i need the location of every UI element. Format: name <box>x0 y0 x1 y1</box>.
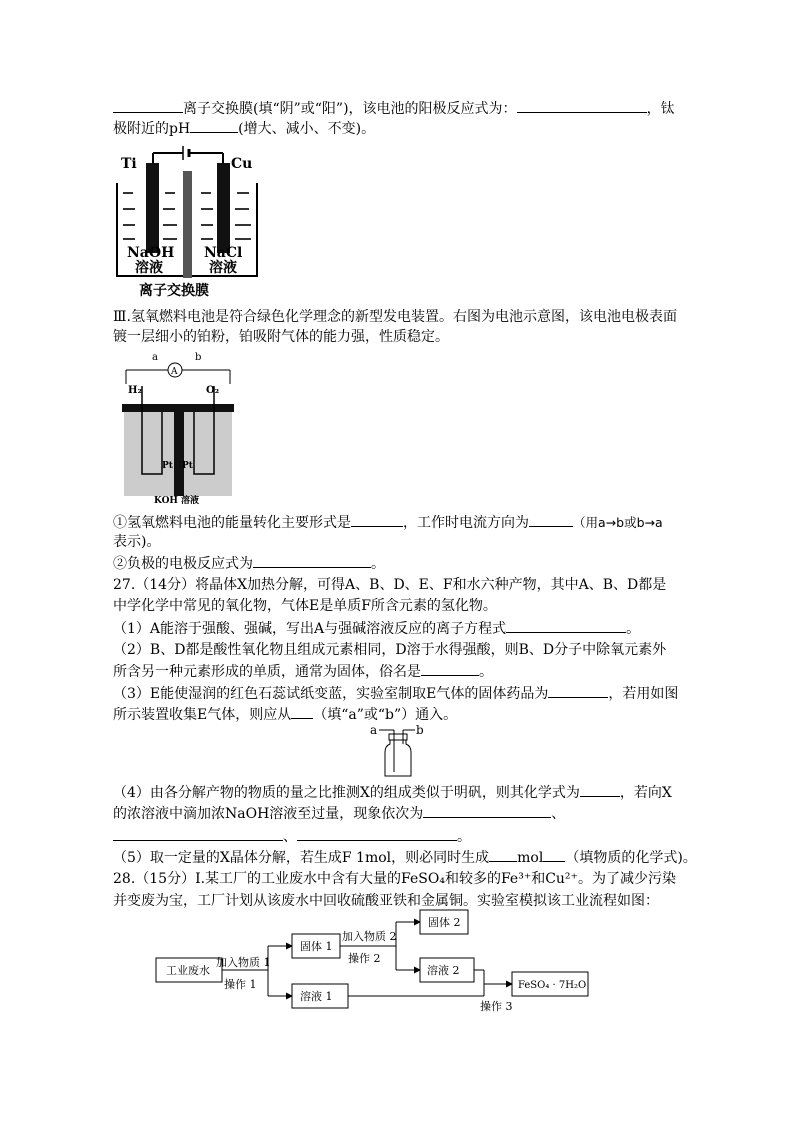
text-line: （5）取一定量的X晶体分解，若生成F 1mol，则必同时生成 mol （填物质的化学式)。 <box>113 847 683 868</box>
text-line: ①氢氧燃料电池的能量转化主要形式是 ，工作时电流方向为 （用a→b或b→a <box>113 512 683 533</box>
svg-text:工业废水: 工业废水 <box>166 964 210 977</box>
text-line: 所示装置收集E气体，则应从 （填“a”或“b”）通入。 <box>113 704 683 725</box>
answer-blank[interactable] <box>489 847 517 862</box>
answer-blank[interactable] <box>113 98 183 113</box>
label-pt-right: Pt <box>182 461 193 471</box>
answer-blank[interactable] <box>351 512 403 527</box>
label-op1: 操作 1 <box>224 978 257 991</box>
question-28-stem: 28.（15分）Ⅰ.某工厂的工业废水中含有大量的FeSO₄和较多的Fe³⁺和Cu²⁺。为了减少污染 <box>113 871 676 887</box>
label-o2: O₂ <box>206 385 220 396</box>
answer-blank[interactable] <box>421 661 479 676</box>
answer-blank[interactable] <box>529 512 573 527</box>
text-line: 中学化学中常见的氧化物，气体E是单质F所含元素的氢化物。 <box>113 598 497 614</box>
answer-blank[interactable] <box>253 553 371 568</box>
text-line: 的浓溶液中滴加浓NaOH溶液至过量，现象依次为 、 <box>113 803 683 824</box>
text-line: （2）B、D都是酸性氧化物且组成元素相同，D溶于水得强酸，则B、D分子中除氧元素外 <box>113 642 667 658</box>
ion-exchange-membrane <box>183 171 192 278</box>
answer-blank[interactable] <box>291 704 313 719</box>
answer-blank[interactable] <box>113 826 283 841</box>
svg-text:FeSO₄ · 7H₂O: FeSO₄ · 7H₂O <box>518 980 587 991</box>
svg-text:溶液 1: 溶液 1 <box>300 990 333 1003</box>
answer-blank[interactable] <box>580 782 620 797</box>
process-flowchart <box>150 906 600 1016</box>
question-27-stem: 27.（14分）将晶体X加热分解，可得A、B、D、E、F和水六种产物，其中A、B、D都是 <box>113 577 667 593</box>
ammeter-label: A <box>171 367 178 377</box>
label-naoh: NaOH <box>127 245 175 261</box>
answer-blank[interactable] <box>423 803 551 818</box>
label-add1: 加入物质 1 <box>216 956 271 969</box>
svg-text:溶液 2: 溶液 2 <box>427 964 460 977</box>
text-line: 镀一层细小的铂粉，铂吸附气体的能力强，性质稳定。 <box>113 329 449 345</box>
bottle-label-a: a <box>370 723 378 737</box>
answer-blank[interactable] <box>517 98 647 113</box>
text-line: （4）由各分解产物的物质的量之比推测X的组成类似于明矾，则其化学式为 ，若向X <box>113 782 683 803</box>
answer-blank[interactable] <box>543 847 565 862</box>
text-line: 表示)。 <box>113 534 161 550</box>
label-ti: Ti <box>121 156 137 172</box>
membrane-caption: 离子交换膜 <box>139 283 209 299</box>
text-line: ②负极的电极反应式为 。 <box>113 553 683 574</box>
text-line: 所含另一种元素形成的单质，通常为固体，俗名是 。 <box>113 661 683 682</box>
label-b: b <box>195 352 202 363</box>
cu-electrode <box>217 163 230 253</box>
fuel-cell-figure <box>118 350 236 506</box>
text-line: （3）E能使湿润的红色石蕊试纸变蓝，实验室制取E气体的固体药品为 ，若用如图 <box>113 683 683 704</box>
gas-collection-bottle <box>370 722 426 780</box>
label-h2: H₂ <box>128 385 142 396</box>
text-line: 极附近的pH (增大、减小、不变)。 <box>113 118 683 139</box>
label-op3: 操作 3 <box>480 1000 513 1013</box>
label-add2: 加入物质 2 <box>342 930 397 943</box>
text-line: （1）A能溶于强酸、强碱，写出A与强碱溶液反应的离子方程式 。 <box>113 618 683 639</box>
text-line: Ⅲ.氢氧燃料电池是符合绿色化学理念的新型发电装置。右图为电池示意图，该电池电极表面 <box>113 309 677 325</box>
answer-blank[interactable] <box>506 618 626 633</box>
label-naoh-solution: 溶液 <box>135 260 163 276</box>
label-cu: Cu <box>231 156 253 172</box>
answer-blank[interactable] <box>297 826 457 841</box>
svg-text:固体 2: 固体 2 <box>428 916 461 929</box>
koh-caption: KOH 溶液 <box>154 496 200 506</box>
label-op2: 操作 2 <box>348 952 381 965</box>
text-line: 、 。 <box>113 826 683 847</box>
label-pt-left: Pt <box>162 461 173 471</box>
label-nacl: NaCl <box>204 245 243 261</box>
label-nacl-solution: 溶液 <box>209 260 237 276</box>
text-line: 离子交换膜(填“阴”或“阳”)，该电池的阳极反应式为： ，钛 <box>113 98 683 119</box>
electrolysis-cell-figure <box>113 143 263 300</box>
bottle-label-b: b <box>416 723 424 737</box>
text-line: 并变废为宝，工厂计划从该废水中回收硫酸亚铁和金属铜。实验室模拟该工业流程如图： <box>113 893 659 909</box>
label-a: a <box>152 352 158 363</box>
svg-text:固体 1: 固体 1 <box>300 940 333 953</box>
answer-blank[interactable] <box>190 118 238 133</box>
ti-electrode <box>146 163 159 253</box>
answer-blank[interactable] <box>548 683 608 698</box>
